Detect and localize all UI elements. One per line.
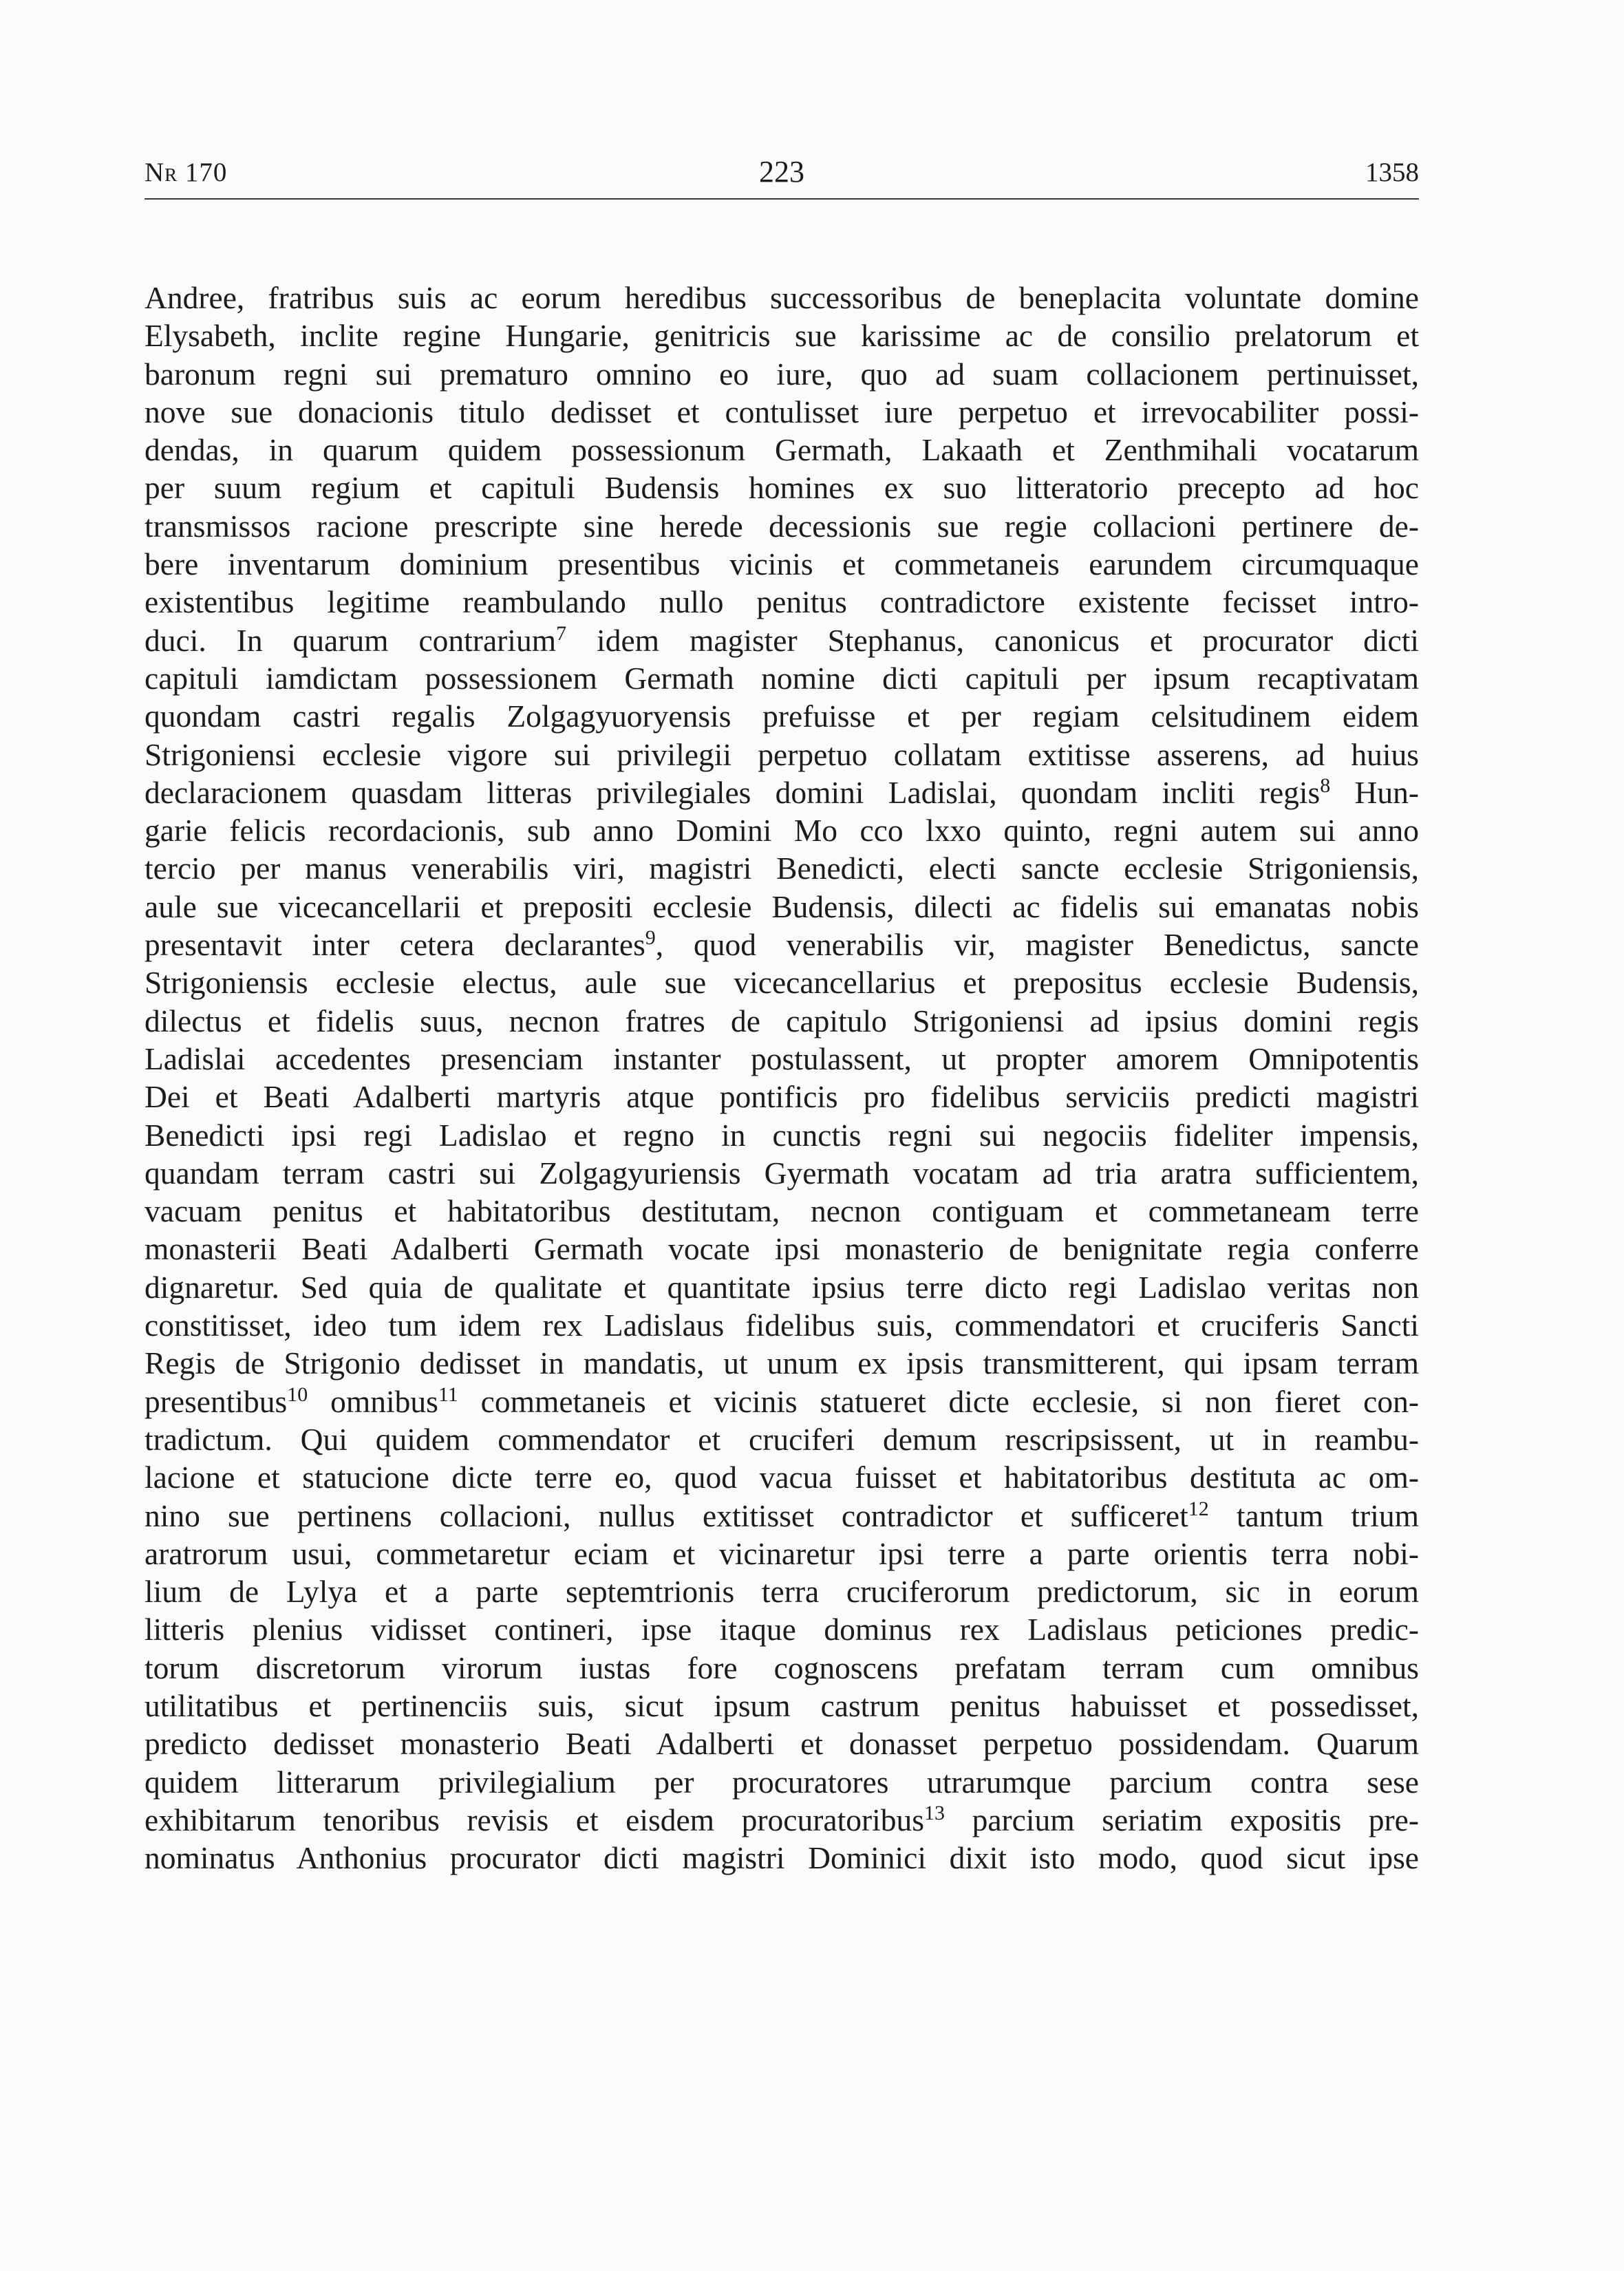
text-segment: Strigoniensis ecclesie electus, aule sue vicecancellarius et prepositus ecclesie Budensis,: [145, 965, 1419, 1001]
text-line: [145, 393, 1419, 431]
text-line: [145, 659, 1419, 697]
text-segment: lium de Lylya et a parte septemtrionis terra cruciferorum predictorum, sic in eorum: [145, 1574, 1419, 1610]
text-line: [145, 1497, 1419, 1535]
text-segment: nove sue donacionis titulo dedisset et contulisset iure perpetuo et irrevocabiliter possi-: [145, 394, 1419, 429]
text-segment: nominatus Anthonius procurator dicti magistri Dominici dixit isto modo, quod sicut ipse: [145, 1840, 1419, 1876]
page-number: 223: [759, 155, 804, 189]
text-segment: omnibus: [308, 1383, 438, 1419]
text-segment: tantum trium: [1208, 1497, 1419, 1533]
text-line: [145, 1649, 1419, 1687]
text-segment: monasterii Beati Adalberti Germath vocate ipsi monasterio de benignitate regia conferre: [145, 1231, 1419, 1267]
text-segment: idem magister Stephanus, canonicus et procurator dicti: [566, 622, 1419, 658]
text-line: [145, 888, 1419, 926]
text-line: [145, 811, 1419, 849]
text-segment: existentibus legitime reambulando nullo penitus contradictore existente fecisset intro-: [145, 584, 1419, 620]
text-segment: Dei et Beati Adalberti martyris atque pontificis pro fidelibus serviciis predicti magistri: [145, 1079, 1419, 1115]
text-line: [145, 1458, 1419, 1496]
text-line: [145, 1420, 1419, 1458]
text-segment: , quod venerabilis vir, magister Benedictus, sancte: [655, 927, 1419, 963]
body-text: [145, 279, 1419, 1877]
text-line: [145, 1230, 1419, 1268]
footnote-marker: 11: [438, 1383, 458, 1406]
text-segment: bere inventarum dominium presentibus vicinis et commetaneis earundem circumquaque: [145, 546, 1419, 582]
text-segment: predicto dedisset monasterio Beati Adalberti et donasset perpetuo possidendam. Quarum: [145, 1726, 1419, 1762]
footnote-marker: 9: [645, 926, 656, 950]
text-line: [145, 583, 1419, 621]
text-line: [145, 507, 1419, 545]
text-line: [145, 1306, 1419, 1344]
text-segment: dendas, in quarum quidem possessionum Germath, Lakaath et Zenthmihali vocatarum: [145, 432, 1419, 468]
text-segment: utilitatibus et pertinenciis suis, sicut ipsum castrum penitus habuisset et possedisset,: [145, 1687, 1419, 1723]
running-header: [145, 150, 1419, 200]
text-line: [145, 1002, 1419, 1040]
text-line: [145, 1154, 1419, 1192]
text-segment: Strigoniensi ecclesie vigore sui privilegii perpetuo collatam extitisse asserens, ad huius: [145, 736, 1419, 772]
footnote-marker: 13: [923, 1801, 945, 1824]
text-line: [145, 736, 1419, 774]
text-segment: vacuam penitus et habitatoribus destitutam, necnon contiguam et commetaneam terre: [145, 1193, 1419, 1229]
text-segment: Elysabeth, inclite regine Hungarie, genitricis sue karissime ac de consilio prelatorum et: [145, 318, 1419, 354]
text-line: [145, 1344, 1419, 1382]
text-segment: garie felicis recordacionis, sub anno Domini Mo cco lxxo quinto, regni autem sui anno: [145, 813, 1419, 849]
text-segment: Benedicti ipsi regi Ladislao et regno in cunctis regni sui negociis fideliter impensis,: [145, 1117, 1419, 1153]
text-line: [145, 545, 1419, 583]
text-line: [145, 1572, 1419, 1610]
text-segment: presentibus: [145, 1383, 288, 1419]
text-line: [145, 1040, 1419, 1078]
footnote-marker: 7: [556, 621, 567, 645]
text-segment: aratrorum usui, commetaretur eciam et vicinaretur ipsi terre a parte orientis terra nobi-: [145, 1535, 1419, 1571]
text-segment: quandam terram castri sui Zolgagyuriensis Gyermath vocatam ad tria aratra sufficientem,: [145, 1155, 1419, 1191]
text-segment: commetaneis et vicinis statueret dicte ecclesie, si non fieret con-: [458, 1383, 1419, 1419]
text-segment: litteris plenius vidisset contineri, ipse itaque dominus rex Ladislaus peticiones predic-: [145, 1612, 1419, 1648]
text-line: [145, 355, 1419, 393]
text-line: [145, 317, 1419, 354]
footnote-marker: 8: [1320, 774, 1331, 797]
text-segment: dilectus et fidelis suus, necnon fratres de capitulo Strigoniensi ad ipsius domini regis: [145, 1003, 1419, 1038]
text-segment: tradictum. Qui quidem commendator et cruciferi demum rescripsissent, ut in reambu-: [145, 1421, 1419, 1457]
text-segment: per suum regium et capituli Budensis homines ex suo litteratorio precepto ad hoc: [145, 470, 1419, 506]
text-segment: declaracionem quasdam litteras privilegiales domini Ladislai, quondam incliti regis: [145, 774, 1321, 810]
text-line: [145, 1268, 1419, 1306]
text-segment: parcium seriatim expositis pre-: [944, 1802, 1420, 1837]
text-segment: duci. In quarum contrarium: [145, 622, 557, 658]
text-line: [145, 926, 1419, 963]
footnote-marker: 10: [287, 1383, 308, 1406]
text-segment: torum discretorum virorum iustas fore cognoscens prefatam terram cum omnibus: [145, 1650, 1419, 1685]
text-line: [145, 1383, 1419, 1420]
text-segment: presentavit inter cetera declarantes: [145, 927, 645, 963]
text-segment: capituli iamdictam possessionem Germath nomine dicti capituli per ipsum recaptivatam: [145, 660, 1419, 696]
text-line: [145, 1763, 1419, 1801]
text-line: [145, 963, 1419, 1001]
text-segment: Ladislai accedentes presenciam instanter postulassent, ut propter amorem Omnipotentis: [145, 1041, 1419, 1076]
text-line: [145, 697, 1419, 735]
text-segment: nino sue pertinens collacioni, nullus extitisset contradictor et sufficeret: [145, 1497, 1188, 1533]
text-line: [145, 279, 1419, 317]
document-number: Nr 170: [145, 158, 228, 187]
text-line: [145, 849, 1419, 887]
text-segment: exhibitarum tenoribus revisis et eisdem procuratoribus: [145, 1802, 924, 1837]
text-segment: dignaretur. Sed quia de qualitate et quantitate ipsius terre dicto regi Ladislao veritas non: [145, 1269, 1419, 1305]
text-segment: baronum regni sui prematuro omnino eo iure, quo ad suam collacionem pertinuisset,: [145, 356, 1419, 392]
text-segment: Regis de Strigonio dedisset in mandatis, ut unum ex ipsis transmitterent, qui ipsam terram: [145, 1345, 1419, 1381]
text-segment: constitisset, ideo tum idem rex Ladislaus fidelibus suis, commendatori et cruciferis Sancti: [145, 1308, 1419, 1343]
text-segment: lacione et statucione dicte terre eo, quod vacua fuisset et habitatoribus destituta ac om-: [145, 1460, 1419, 1495]
text-line: [145, 431, 1419, 469]
text-segment: tercio per manus venerabilis viri, magistri Benedicti, electi sancte ecclesie Strigoniensis,: [145, 851, 1419, 886]
text-line: [145, 1839, 1419, 1877]
text-segment: quidem litterarum privilegialium per procuratores utrarumque parcium contra sese: [145, 1764, 1419, 1800]
text-line: [145, 1116, 1419, 1154]
year: 1358: [1365, 158, 1419, 187]
text-line: [145, 469, 1419, 507]
text-line: [145, 621, 1419, 659]
text-segment: quondam castri regalis Zolgagyuoryensis prefuisse et per regiam celsitudinem eidem: [145, 699, 1419, 734]
text-line: [145, 1687, 1419, 1725]
text-segment: Andree, fratribus suis ac eorum heredibus successoribus de beneplacita voluntate domine: [145, 280, 1419, 315]
text-line: [145, 1192, 1419, 1230]
text-line: [145, 1078, 1419, 1116]
text-segment: transmissos racione prescripte sine herede decessionis sue regie collacioni pertinere de-: [145, 508, 1419, 544]
text-segment: Hun-: [1330, 774, 1419, 810]
text-segment: aule sue vicecancellarii et prepositi ecclesie Budensis, dilecti ac fidelis sui emanatas nobis: [145, 888, 1419, 924]
footnote-marker: 12: [1188, 1497, 1209, 1520]
text-line: [145, 1610, 1419, 1648]
text-line: [145, 774, 1419, 811]
text-line: [145, 1801, 1419, 1839]
text-line: [145, 1535, 1419, 1572]
text-line: [145, 1725, 1419, 1762]
